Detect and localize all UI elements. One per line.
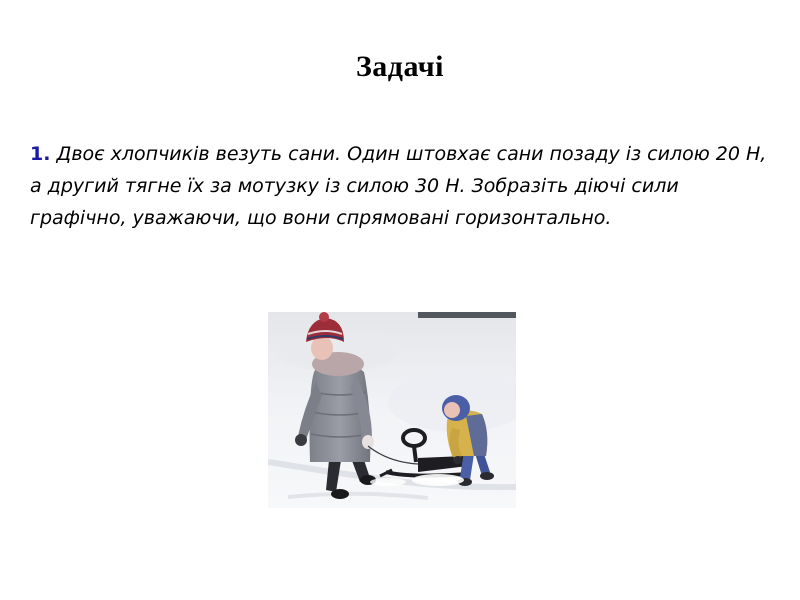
task-number: 1. — [30, 143, 51, 165]
slide-title: Задачі — [355, 50, 445, 83]
children-sled-photo — [268, 312, 516, 508]
distant-treeline — [418, 312, 516, 318]
photo-illustration — [268, 312, 516, 508]
task-paragraph — [30, 138, 770, 234]
task-text: Двоє хлопчиків везуть сани. Один штовхає сани позаду із силою 20 Н, а другий тягне їх за мотузку із силою 30 Н. Зобразіть діючі сили графічно, уважаючи, що вони спрямовані горизонтально. — [30, 143, 767, 229]
